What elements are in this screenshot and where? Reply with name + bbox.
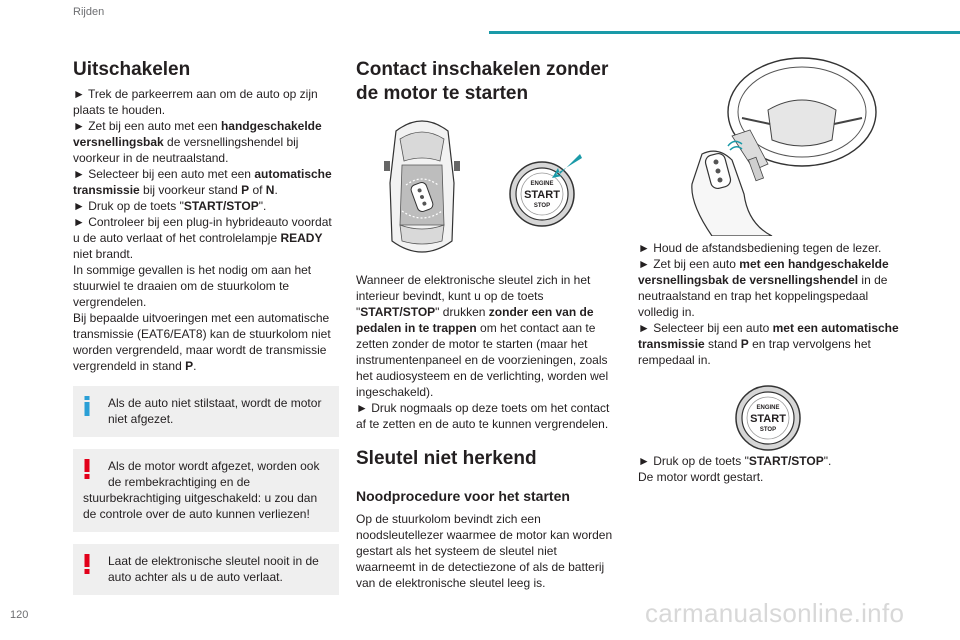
- warning-icon: [83, 459, 91, 483]
- warning-icon: [83, 554, 91, 578]
- warning-note-text-2: stuurbekrachtiging uitgeschakeld: u zou dan de controle over de auto kunnen verliezen!: [83, 491, 318, 521]
- engine-start-stop-button-icon: [730, 380, 806, 456]
- button-text-start: START: [750, 413, 786, 425]
- step-handgeschakeld: ► Zet bij een auto met een handgeschakelde versnellingsbak de versnellingshendel bij voorkeur in de neutraalstand.: [73, 119, 322, 165]
- warning-note-text: Laat de elektronische sleutel nooit in de auto achter als u de auto verlaat.: [108, 554, 319, 584]
- step-afstandsbediening: ► Houd de afstandsbediening tegen de lezer.: [638, 241, 882, 255]
- button-text-start: START: [524, 189, 560, 201]
- header-rule: [489, 31, 960, 34]
- para-stuurkolom: In sommige gevallen is het nodig om aan het stuurwiel te draaien om de stuurkolom te vergrendelen.: [73, 263, 312, 309]
- info-note-text: Als de auto niet stilstaat, wordt de motor niet afgezet.: [108, 396, 322, 426]
- heading-sleutel: Sleutel niet herkend: [356, 448, 537, 469]
- warning-note-text-1: Als de motor wordt afgezet, worden ook de rembekrachtiging en de: [108, 459, 320, 489]
- warning-note-sleutel: [73, 544, 339, 595]
- section-label: Rijden: [73, 6, 105, 18]
- heading-uitschakelen: Uitschakelen: [73, 59, 191, 80]
- para-transmissie: Bij bepaalde uitvoeringen met een automatische transmissie (EAT6/EAT8) kan de stuurkolom niet worden vergrendeld, maar wordt de transmissie vergrendeld in stand P.: [73, 311, 331, 373]
- column-3-end: [638, 453, 900, 485]
- step-automatisch: ► Selecteer bij een auto met een automatische transmissie bij voorkeur stand P of N.: [73, 167, 332, 197]
- subheading-noodprocedure: Noodprocedure voor het starten: [356, 488, 570, 504]
- column-3: [638, 240, 900, 368]
- step-ready: ► Controleer bij een plug-in hybrideauto voordat u de auto verlaat of het controlelampje READY niet brandt.: [73, 215, 332, 261]
- para-contact: Wanneer de elektronische sleutel zich in het interieur bevindt, kunt u op de toets "START/STOP" drukken zonder een van de pedalen in te trappen om het contact aan te zetten zonder de motor te starten (maar het instrumentenpaneel en de voorzieningen, zoals het audiosysteem en de verlichting, worden wel ingeschakeld).: [356, 273, 609, 399]
- step-handgeschakeld: ► Zet bij een auto met een handgeschakelde versnellingsbak de versnellingshendel in de neutraalstand en trap het koppelingspedaal volledig in.: [638, 257, 889, 319]
- para-noodsleutellezer: Op de stuurkolom bevindt zich een noodsleutellezer waarmee de motor kan worden gestart als het systeem de sleutel niet waarneemt in de detectiezone of als de batterij van de elektronische sleutel leeg is.: [356, 512, 613, 590]
- column-2-body: [356, 272, 618, 591]
- steering-wheel-key-reader-illustration: [672, 54, 882, 236]
- step-start-stop: ► Druk op de toets "START/STOP".: [73, 199, 267, 213]
- watermark: carmanualsonline.info: [645, 598, 905, 628]
- button-text-stop: STOP: [759, 427, 777, 433]
- step-automatisch: ► Selecteer bij een auto met een automatische transmissie stand P en trap vervolgens het rempedaal in.: [638, 321, 899, 367]
- button-text-engine: ENGINE: [756, 405, 780, 411]
- step-parkeerrem: ► Trek de parkeerrem aan om de auto op zijn plaats te houden.: [73, 87, 318, 117]
- car-top-view-illustration: [382, 113, 462, 261]
- info-icon: [83, 396, 91, 420]
- heading-contact: Contact inschakelen zonder de motor te starten: [356, 59, 609, 104]
- page-number: 120: [10, 609, 29, 621]
- warning-note-remmen: [73, 449, 339, 532]
- step-druk-start-stop: ► Druk op de toets "START/STOP".: [638, 454, 832, 468]
- column-2: [356, 58, 618, 106]
- info-note: [73, 386, 339, 437]
- button-text-engine: ENGINE: [530, 181, 554, 187]
- engine-start-stop-button-icon: [502, 152, 586, 236]
- column-1: [73, 58, 339, 595]
- button-text-stop: STOP: [533, 203, 551, 209]
- result-motor-gestart: De motor wordt gestart.: [638, 470, 764, 484]
- step-nogmaals: ► Druk nogmaals op deze toets om het contact af te zetten en de auto te kunnen vergrendelen.: [356, 401, 610, 431]
